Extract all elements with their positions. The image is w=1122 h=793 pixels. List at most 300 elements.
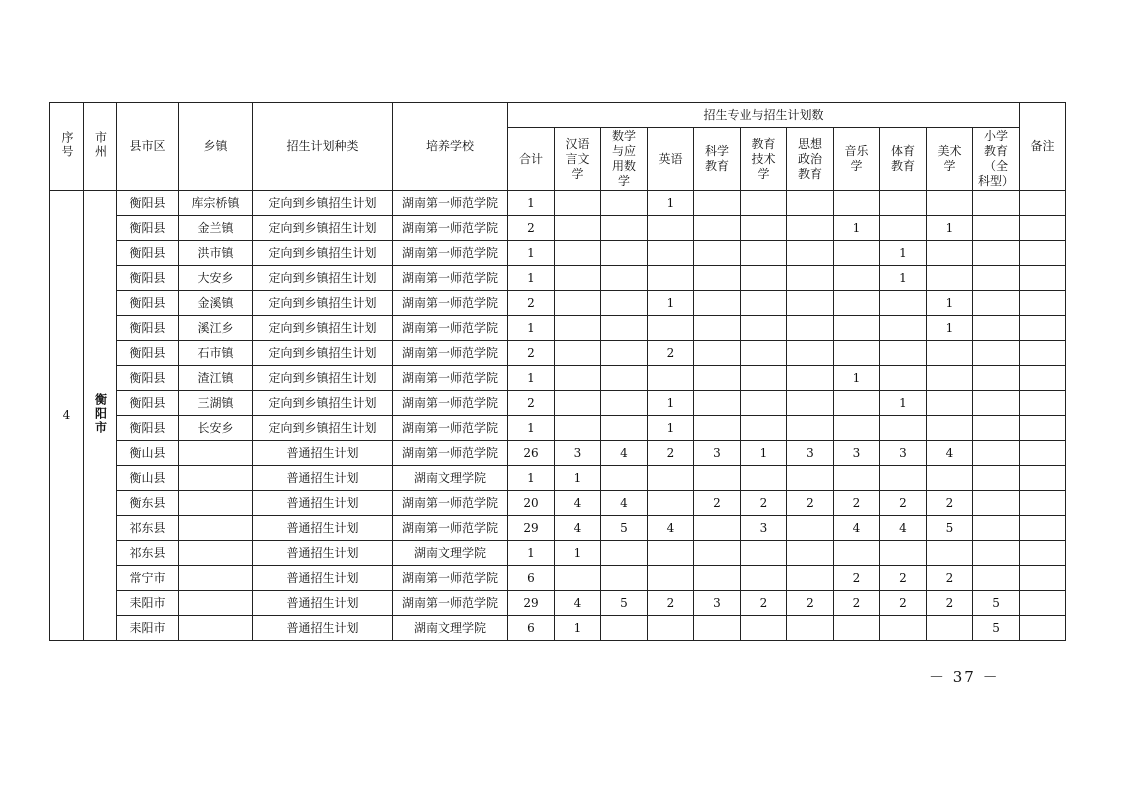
header-major-total — [508, 128, 555, 191]
major-count-cell — [880, 291, 927, 316]
town-cell: 渣江镇 — [179, 366, 253, 391]
major-count-cell: 2 — [508, 216, 555, 241]
major-count-cell — [601, 291, 648, 316]
plan-type-cell: 定向到乡镇招生计划 — [253, 191, 393, 216]
plan-type-cell: 定向到乡镇招生计划 — [253, 341, 393, 366]
major-count-cell: 2 — [834, 491, 880, 516]
major-count-cell — [787, 266, 834, 291]
table-row — [50, 191, 1066, 216]
plan-type-cell: 普通招生计划 — [253, 616, 393, 641]
table-body — [50, 191, 1066, 641]
major-count-cell: 1 — [648, 416, 694, 441]
school-cell: 湖南文理学院 — [393, 541, 508, 566]
major-count-cell — [787, 616, 834, 641]
major-count-cell — [880, 366, 927, 391]
header-major-math — [601, 128, 648, 191]
school-cell: 湖南第一师范学院 — [393, 341, 508, 366]
school-cell: 湖南第一师范学院 — [393, 491, 508, 516]
major-count-cell: 2 — [694, 491, 741, 516]
major-count-cell — [601, 416, 648, 441]
town-cell: 三湖镇 — [179, 391, 253, 416]
header-city-label: 市州 — [93, 130, 108, 159]
table-row — [50, 441, 1066, 466]
major-count-cell — [601, 266, 648, 291]
major-count-cell — [834, 316, 880, 341]
school-cell: 湖南第一师范学院 — [393, 291, 508, 316]
major-count-cell — [601, 216, 648, 241]
remark-cell — [1020, 341, 1066, 366]
major-count-cell: 6 — [508, 566, 555, 591]
table-row — [50, 316, 1066, 341]
major-count-cell — [927, 241, 973, 266]
plan-type-cell: 定向到乡镇招生计划 — [253, 291, 393, 316]
plan-type-cell: 普通招生计划 — [253, 541, 393, 566]
major-count-cell — [555, 416, 601, 441]
major-count-cell — [927, 391, 973, 416]
major-count-cell: 2 — [648, 341, 694, 366]
header-major-label: 小学 教育 （全 科型） — [978, 129, 1015, 188]
major-count-cell — [973, 266, 1020, 291]
major-count-cell: 1 — [880, 391, 927, 416]
major-count-cell — [555, 216, 601, 241]
major-count-cell — [880, 466, 927, 491]
major-count-cell — [601, 391, 648, 416]
major-count-cell: 2 — [787, 491, 834, 516]
major-count-cell: 1 — [880, 266, 927, 291]
major-count-cell — [648, 216, 694, 241]
major-count-cell — [927, 416, 973, 441]
remark-cell — [1020, 466, 1066, 491]
header-major-primary — [973, 128, 1020, 191]
town-cell: 金溪镇 — [179, 291, 253, 316]
major-count-cell — [927, 541, 973, 566]
major-count-cell: 3 — [694, 591, 741, 616]
major-count-cell — [787, 466, 834, 491]
county-cell: 衡阳县 — [117, 341, 179, 366]
major-count-cell — [555, 241, 601, 266]
major-count-cell — [694, 216, 741, 241]
major-count-cell: 29 — [508, 516, 555, 541]
major-count-cell: 6 — [508, 616, 555, 641]
major-count-cell — [880, 341, 927, 366]
major-count-cell — [601, 541, 648, 566]
town-cell — [179, 441, 253, 466]
remark-cell — [1020, 316, 1066, 341]
major-count-cell: 2 — [648, 441, 694, 466]
major-count-cell: 2 — [834, 566, 880, 591]
school-cell: 湖南第一师范学院 — [393, 241, 508, 266]
major-count-cell: 1 — [648, 191, 694, 216]
major-count-cell — [787, 241, 834, 266]
major-count-cell: 1 — [555, 616, 601, 641]
remark-cell — [1020, 416, 1066, 441]
major-count-cell — [648, 316, 694, 341]
major-count-cell: 2 — [927, 491, 973, 516]
major-count-cell — [834, 391, 880, 416]
town-cell: 溪江乡 — [179, 316, 253, 341]
major-count-cell — [694, 566, 741, 591]
major-count-cell — [741, 291, 787, 316]
table-row — [50, 491, 1066, 516]
major-count-cell — [694, 516, 741, 541]
table-row — [50, 616, 1066, 641]
header-major-label: 美术 学 — [937, 144, 962, 173]
town-cell: 长安乡 — [179, 416, 253, 441]
major-count-cell — [787, 341, 834, 366]
major-count-cell — [787, 316, 834, 341]
town-cell — [179, 616, 253, 641]
major-count-cell: 2 — [508, 341, 555, 366]
major-count-cell — [973, 416, 1020, 441]
table-row — [50, 516, 1066, 541]
major-count-cell: 26 — [508, 441, 555, 466]
major-count-cell — [927, 266, 973, 291]
header-seq-label: 序号 — [60, 130, 74, 159]
major-count-cell — [927, 366, 973, 391]
county-cell: 常宁市 — [117, 566, 179, 591]
major-count-cell — [834, 466, 880, 491]
major-count-cell: 4 — [601, 441, 648, 466]
major-count-cell — [927, 466, 973, 491]
major-count-cell — [601, 616, 648, 641]
header-major-politics — [787, 128, 834, 191]
plan-type-cell: 定向到乡镇招生计划 — [253, 241, 393, 266]
major-count-cell — [694, 241, 741, 266]
county-cell: 衡阳县 — [117, 241, 179, 266]
remark-cell — [1020, 241, 1066, 266]
major-count-cell — [555, 366, 601, 391]
major-count-cell — [787, 216, 834, 241]
major-count-cell — [601, 316, 648, 341]
county-cell: 衡阳县 — [117, 291, 179, 316]
plan-type-cell: 普通招生计划 — [253, 566, 393, 591]
major-count-cell: 2 — [927, 566, 973, 591]
plan-type-cell: 定向到乡镇招生计划 — [253, 316, 393, 341]
major-count-cell: 1 — [508, 466, 555, 491]
major-count-cell — [694, 366, 741, 391]
header-major-science — [694, 128, 741, 191]
major-count-cell — [787, 416, 834, 441]
major-count-cell: 2 — [741, 491, 787, 516]
school-cell: 湖南第一师范学院 — [393, 516, 508, 541]
major-count-cell — [973, 191, 1020, 216]
major-count-cell — [741, 366, 787, 391]
major-count-cell — [927, 616, 973, 641]
major-count-cell — [694, 416, 741, 441]
remark-cell — [1020, 191, 1066, 216]
major-count-cell: 1 — [508, 316, 555, 341]
major-count-cell: 3 — [880, 441, 927, 466]
plan-type-cell: 普通招生计划 — [253, 516, 393, 541]
major-count-cell: 1 — [508, 266, 555, 291]
plan-type-cell: 普通招生计划 — [253, 591, 393, 616]
major-count-cell — [601, 466, 648, 491]
major-count-cell — [834, 241, 880, 266]
major-count-cell — [741, 341, 787, 366]
header-plan-type: 招生计划种类 — [253, 103, 393, 191]
table-row — [50, 541, 1066, 566]
major-count-cell: 5 — [973, 591, 1020, 616]
remark-cell — [1020, 566, 1066, 591]
table-row — [50, 416, 1066, 441]
major-count-cell: 3 — [787, 441, 834, 466]
remark-cell — [1020, 291, 1066, 316]
major-count-cell: 1 — [508, 366, 555, 391]
major-count-cell — [648, 266, 694, 291]
remark-cell — [1020, 616, 1066, 641]
county-cell: 衡阳县 — [117, 391, 179, 416]
county-cell: 衡阳县 — [117, 191, 179, 216]
major-count-cell — [741, 616, 787, 641]
major-count-cell — [787, 516, 834, 541]
major-count-cell — [741, 316, 787, 341]
major-count-cell — [741, 416, 787, 441]
header-major-chinese — [555, 128, 601, 191]
county-cell: 耒阳市 — [117, 616, 179, 641]
major-count-cell — [834, 541, 880, 566]
remark-cell — [1020, 441, 1066, 466]
remark-cell — [1020, 216, 1066, 241]
major-count-cell — [741, 266, 787, 291]
major-count-cell: 2 — [927, 591, 973, 616]
major-count-cell — [880, 416, 927, 441]
plan-type-cell: 定向到乡镇招生计划 — [253, 366, 393, 391]
header-major-label: 教育 技术 学 — [751, 136, 776, 181]
header-major-art — [927, 128, 973, 191]
town-cell — [179, 541, 253, 566]
major-count-cell: 2 — [787, 591, 834, 616]
header-major-english — [648, 128, 694, 191]
major-count-cell — [741, 241, 787, 266]
major-count-cell — [880, 616, 927, 641]
major-count-cell — [555, 566, 601, 591]
major-count-cell — [648, 366, 694, 391]
major-count-cell — [973, 466, 1020, 491]
remark-cell — [1020, 541, 1066, 566]
table-row — [50, 291, 1066, 316]
county-cell: 衡阳县 — [117, 216, 179, 241]
page-number: － 37 － — [929, 668, 1000, 686]
major-count-cell — [834, 416, 880, 441]
major-count-cell: 2 — [880, 566, 927, 591]
school-cell: 湖南第一师范学院 — [393, 391, 508, 416]
header-majors-group: 招生专业与招生计划数 — [508, 103, 1020, 128]
county-cell: 衡阳县 — [117, 416, 179, 441]
county-cell: 衡山县 — [117, 441, 179, 466]
major-count-cell — [741, 191, 787, 216]
major-count-cell: 5 — [927, 516, 973, 541]
major-count-cell: 29 — [508, 591, 555, 616]
table-row — [50, 266, 1066, 291]
major-count-cell — [694, 541, 741, 566]
major-count-cell — [834, 291, 880, 316]
major-count-cell — [648, 241, 694, 266]
major-count-cell — [973, 366, 1020, 391]
county-cell: 祁东县 — [117, 516, 179, 541]
major-count-cell: 4 — [601, 491, 648, 516]
county-cell: 耒阳市 — [117, 591, 179, 616]
major-count-cell — [973, 291, 1020, 316]
major-count-cell — [787, 541, 834, 566]
header-seq — [50, 103, 84, 191]
plan-type-cell: 普通招生计划 — [253, 466, 393, 491]
major-count-cell — [601, 566, 648, 591]
major-count-cell: 4 — [834, 516, 880, 541]
school-cell: 湖南第一师范学院 — [393, 316, 508, 341]
table-row — [50, 466, 1066, 491]
major-count-cell: 1 — [555, 541, 601, 566]
plan-type-cell: 定向到乡镇招生计划 — [253, 416, 393, 441]
major-count-cell — [601, 366, 648, 391]
major-count-cell — [694, 341, 741, 366]
major-count-cell — [787, 291, 834, 316]
major-count-cell: 1 — [555, 466, 601, 491]
major-count-cell: 4 — [555, 491, 601, 516]
header-major-label: 体育 教育 — [890, 144, 915, 173]
town-cell — [179, 491, 253, 516]
header-major-label: 数学 与应 用数 学 — [611, 129, 636, 188]
plan-type-cell: 定向到乡镇招生计划 — [253, 391, 393, 416]
header-major-pe — [880, 128, 927, 191]
major-count-cell — [973, 391, 1020, 416]
header-major-label: 科学 教育 — [704, 144, 729, 173]
major-count-cell: 2 — [880, 591, 927, 616]
major-count-cell: 3 — [555, 441, 601, 466]
major-count-cell: 1 — [508, 541, 555, 566]
major-count-cell — [973, 241, 1020, 266]
major-count-cell — [555, 291, 601, 316]
remark-cell — [1020, 491, 1066, 516]
major-count-cell — [880, 216, 927, 241]
header-school: 培养学校 — [393, 103, 508, 191]
table-row — [50, 366, 1066, 391]
major-count-cell — [834, 191, 880, 216]
header-remark: 备注 — [1020, 103, 1066, 191]
major-count-cell — [973, 541, 1020, 566]
header-major-music — [834, 128, 880, 191]
county-cell: 衡阳县 — [117, 266, 179, 291]
major-count-cell: 1 — [880, 241, 927, 266]
major-count-cell — [694, 391, 741, 416]
major-count-cell: 2 — [741, 591, 787, 616]
school-cell: 湖南文理学院 — [393, 616, 508, 641]
school-cell: 湖南文理学院 — [393, 466, 508, 491]
major-count-cell — [973, 566, 1020, 591]
school-cell: 湖南第一师范学院 — [393, 366, 508, 391]
header-major-label: 音乐 学 — [844, 144, 869, 173]
major-count-cell: 3 — [694, 441, 741, 466]
major-count-cell: 3 — [741, 516, 787, 541]
table-row — [50, 391, 1066, 416]
town-cell — [179, 466, 253, 491]
major-count-cell: 1 — [834, 366, 880, 391]
town-cell — [179, 566, 253, 591]
major-count-cell — [694, 616, 741, 641]
plan-type-cell: 定向到乡镇招生计划 — [253, 266, 393, 291]
major-count-cell — [694, 266, 741, 291]
town-cell: 石市镇 — [179, 341, 253, 366]
major-count-cell: 2 — [508, 291, 555, 316]
table-row — [50, 341, 1066, 366]
major-count-cell — [787, 191, 834, 216]
major-count-cell: 2 — [834, 591, 880, 616]
town-cell — [179, 591, 253, 616]
major-count-cell — [648, 616, 694, 641]
major-count-cell: 3 — [834, 441, 880, 466]
enrollment-plan-table — [49, 102, 1066, 641]
header-major-label: 汉语 言文 学 — [565, 136, 590, 181]
header-major-label: 英语 — [658, 151, 683, 166]
major-count-cell — [834, 266, 880, 291]
major-count-cell — [555, 266, 601, 291]
plan-type-cell: 定向到乡镇招生计划 — [253, 216, 393, 241]
school-cell: 湖南第一师范学院 — [393, 566, 508, 591]
header-major-label: 思想 政治 教育 — [797, 136, 822, 181]
remark-cell — [1020, 591, 1066, 616]
major-count-cell: 2 — [508, 391, 555, 416]
remark-cell — [1020, 266, 1066, 291]
major-count-cell — [648, 541, 694, 566]
town-cell: 金兰镇 — [179, 216, 253, 241]
header-major-label: 合计 — [518, 151, 543, 166]
major-count-cell: 1 — [927, 316, 973, 341]
town-cell: 洪市镇 — [179, 241, 253, 266]
major-count-cell: 1 — [648, 391, 694, 416]
major-count-cell — [555, 391, 601, 416]
school-cell: 湖南第一师范学院 — [393, 441, 508, 466]
major-count-cell — [555, 341, 601, 366]
major-count-cell — [648, 566, 694, 591]
header-row-top — [50, 103, 1066, 128]
major-count-cell — [787, 391, 834, 416]
table-row — [50, 591, 1066, 616]
school-cell: 湖南第一师范学院 — [393, 416, 508, 441]
town-cell: 大安乡 — [179, 266, 253, 291]
major-count-cell — [741, 466, 787, 491]
plan-type-cell: 普通招生计划 — [253, 491, 393, 516]
remark-cell — [1020, 391, 1066, 416]
major-count-cell — [648, 491, 694, 516]
major-count-cell — [694, 291, 741, 316]
plan-type-cell: 普通招生计划 — [253, 441, 393, 466]
header-county: 县市区 — [117, 103, 179, 191]
table-row — [50, 566, 1066, 591]
school-cell: 湖南第一师范学院 — [393, 216, 508, 241]
major-count-cell — [973, 441, 1020, 466]
major-count-cell — [601, 241, 648, 266]
major-count-cell — [973, 216, 1020, 241]
header-city — [84, 103, 117, 191]
major-count-cell — [741, 391, 787, 416]
major-count-cell — [694, 466, 741, 491]
major-count-cell: 4 — [927, 441, 973, 466]
header-major-edtech — [741, 128, 787, 191]
major-count-cell: 1 — [508, 241, 555, 266]
major-count-cell — [834, 616, 880, 641]
major-count-cell — [648, 466, 694, 491]
major-count-cell: 4 — [880, 516, 927, 541]
major-count-cell — [741, 541, 787, 566]
major-count-cell: 1 — [508, 416, 555, 441]
major-count-cell — [555, 191, 601, 216]
major-count-cell: 4 — [648, 516, 694, 541]
major-count-cell: 1 — [927, 291, 973, 316]
county-cell: 衡东县 — [117, 491, 179, 516]
remark-cell — [1020, 366, 1066, 391]
major-count-cell — [555, 316, 601, 341]
major-count-cell: 1 — [927, 216, 973, 241]
major-count-cell: 4 — [555, 516, 601, 541]
